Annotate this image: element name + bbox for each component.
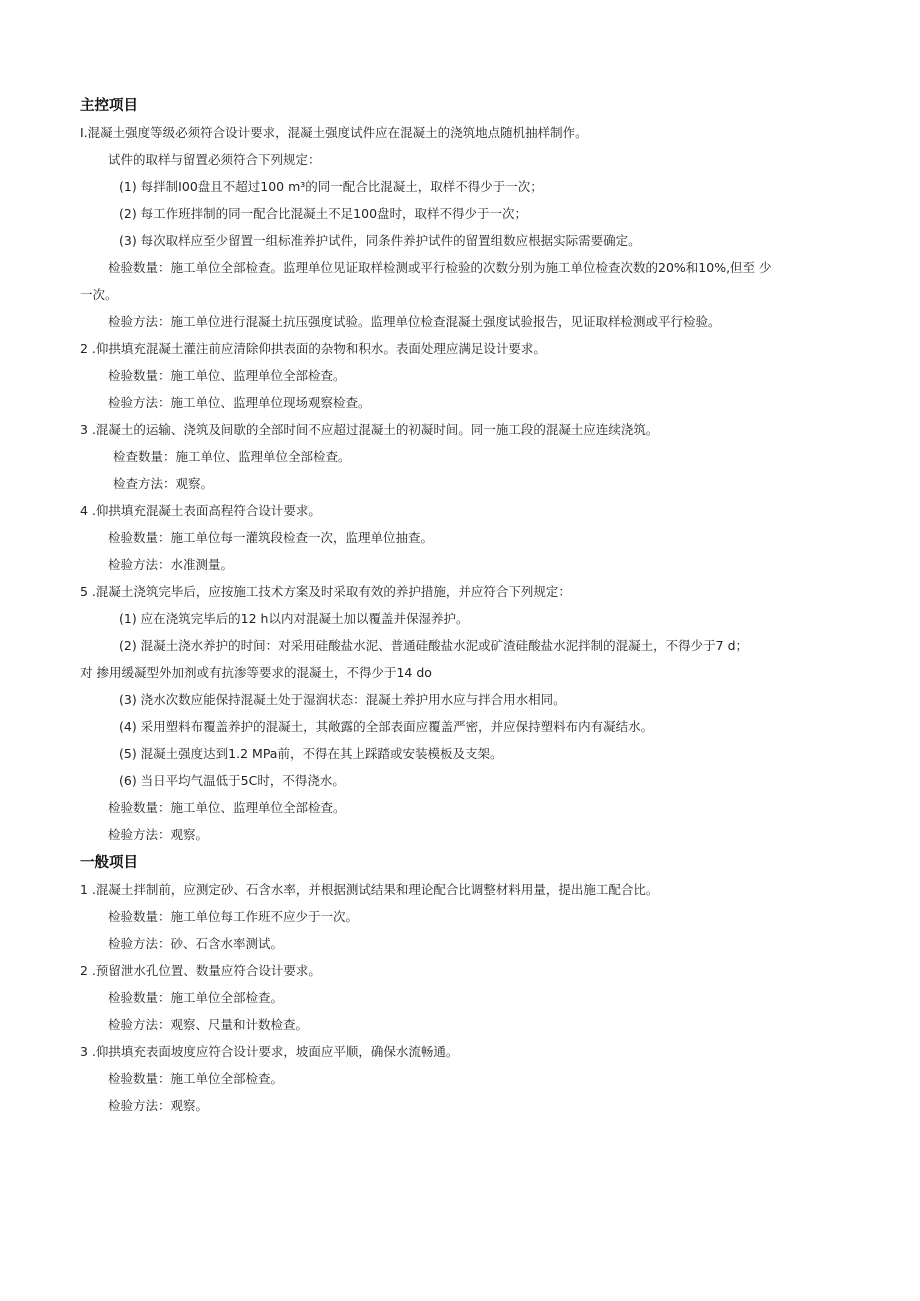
item-2-text: 2 .仰拱填充混凝土灌注前应清除仰拱表面的杂物和积水。表面处理应满足设计要求。 bbox=[80, 341, 546, 356]
general-item-1-inspection-method: 检验方法：砂、石含水率测试。 bbox=[108, 936, 284, 951]
item-4-inspection-method: 检验方法：水准测量。 bbox=[108, 557, 234, 572]
item-4-text: 4 .仰拱填充混凝土表面高程符合设计要求。 bbox=[80, 503, 321, 518]
item-5-text: 5 .混凝土浇筑完毕后，应按施工技术方案及时采取有效的养护措施，并应符合下列规定： bbox=[80, 584, 571, 599]
general-item-2-text: 2 .预留泄水孔位置、数量应符合设计要求。 bbox=[80, 963, 321, 978]
item-1-inspection-method: 检验方法：施工单位进行混凝土抗压强度试验。监理单位检查混凝土强度试验报告，见证取样检测或平行检验。 bbox=[108, 314, 721, 329]
item-1-inspection-quantity-cont: 一次。 bbox=[80, 287, 118, 302]
curing-rule-3: (3) 浇水次数应能保持混凝土处于湿润状态：混凝土养护用水应与拌合用水相同。 bbox=[119, 692, 566, 707]
curing-rule-6: (6) 当日平均气温低于5C时，不得浇水。 bbox=[119, 773, 345, 788]
general-item-2-inspection-method: 检验方法：观察、尺量和计数检查。 bbox=[108, 1017, 309, 1032]
sampling-rule-3: (3) 每次取样应至少留置一组标准养护试件，同条件养护试件的留置组数应根据实际需要确定。 bbox=[119, 233, 641, 248]
curing-rule-2: (2) 混凝土浇水养护的时间：对采用硅酸盐水泥、普通硅酸盐水泥或矿渣硅酸盐水泥拌制的混凝土，不得少于7 d； bbox=[119, 638, 749, 653]
item-3-inspection-quantity: 检查数量：施工单位、监理单位全部检查。 bbox=[113, 449, 351, 464]
general-item-1-text: 1 .混凝土拌制前，应测定砂、石含水率，并根据测试结果和理论配合比调整材料用量，提出施工配合比。 bbox=[80, 882, 659, 897]
general-item-1-inspection-quantity: 检验数量：施工单位每工作班不应少于一次。 bbox=[108, 909, 359, 924]
sampling-rule-2: (2) 每工作班拌制的同一配合比混凝土不足100盘时，取样不得少于一次； bbox=[119, 206, 528, 221]
general-item-2-inspection-quantity: 检验数量：施工单位全部检查。 bbox=[108, 990, 284, 1005]
curing-rule-5: (5) 混凝土强度达到1.2 MPa前，不得在其上踩踏或安装模板及支架。 bbox=[119, 746, 503, 761]
curing-rule-4: (4) 采用塑料布覆盖养护的混凝土，其敞露的全部表面应覆盖严密，并应保持塑料布内有凝结水。 bbox=[119, 719, 654, 734]
general-item-3-text: 3 .仰拱填充表面坡度应符合设计要求，坡面应平顺，确保水流畅通。 bbox=[80, 1044, 459, 1059]
section-heading-general: 一般项目 bbox=[80, 855, 138, 871]
sampling-rule-1: (1) 每拌制I00盘且不超过100 m³的同一配合比混凝土，取样不得少于一次； bbox=[119, 179, 543, 194]
item-1-inspection-quantity: 检验数量：施工单位全部检查。监理单位见证取样检测或平行检验的次数分别为施工单位检查次数的20%和10%,但至 少 bbox=[108, 260, 772, 275]
general-item-3-inspection-method: 检验方法：观察。 bbox=[108, 1098, 209, 1113]
curing-rule-1: (1) 应在浇筑完毕后的12 h以内对混凝土加以覆盖并保湿养护。 bbox=[119, 611, 469, 626]
item-1-text: I.混凝土强度等级必须符合设计要求，混凝土强度试件应在混凝土的浇筑地点随机抽样制作。 bbox=[80, 125, 588, 140]
item-3-inspection-method: 检查方法：观察。 bbox=[113, 476, 214, 491]
item-2-inspection-quantity: 检验数量：施工单位、监理单位全部检查。 bbox=[108, 368, 346, 383]
item-2-inspection-method: 检验方法：施工单位、监理单位现场观察检查。 bbox=[108, 395, 371, 410]
general-item-3-inspection-quantity: 检验数量：施工单位全部检查。 bbox=[108, 1071, 284, 1086]
curing-rule-2-cont: 对 掺用缓凝型外加剂或有抗渗等要求的混凝土，不得少于14 do bbox=[80, 665, 432, 680]
section-heading-main-control: 主控项目 bbox=[80, 98, 138, 114]
item-5-inspection-quantity: 检验数量：施工单位、监理单位全部检查。 bbox=[108, 800, 346, 815]
item-4-inspection-quantity: 检验数量：施工单位每一灌筑段检查一次，监理单位抽查。 bbox=[108, 530, 434, 545]
item-5-inspection-method: 检验方法：观察。 bbox=[108, 827, 209, 842]
sampling-rule-intro: 试件的取样与留置必须符合下列规定： bbox=[108, 152, 321, 167]
item-3-text: 3 .混凝土的运输、浇筑及间歇的全部时间不应超过混凝土的初凝时间。同一施工段的混凝土应连续浇筑。 bbox=[80, 422, 659, 437]
